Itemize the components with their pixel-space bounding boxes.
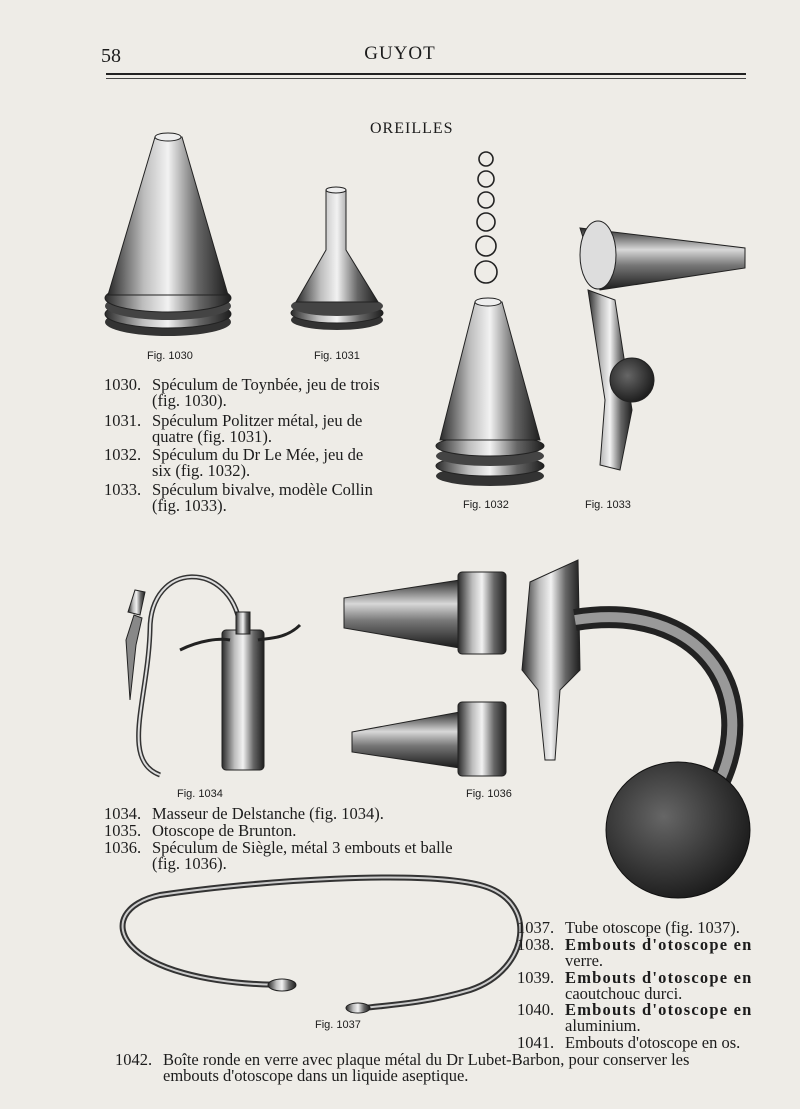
item-number: 1031. bbox=[104, 411, 142, 430]
item-text-cont: verre. bbox=[565, 951, 604, 970]
item-text-cont: (fig. 1033). bbox=[152, 496, 227, 515]
item-number: 1034. bbox=[104, 804, 142, 823]
item-text: Spéculum Politzer métal, jeu de bbox=[152, 411, 363, 430]
item-number: 1033. bbox=[104, 480, 142, 499]
item-text-cont: six (fig. 1032). bbox=[152, 461, 251, 480]
item-1038 bbox=[517, 937, 777, 969]
item-number: 1032. bbox=[104, 445, 142, 464]
page-number: 58 bbox=[101, 45, 121, 67]
caption-fig-1033: Fig. 1033 bbox=[585, 499, 631, 511]
item-text-cont: caoutchouc durci. bbox=[565, 984, 683, 1003]
item-1041 bbox=[517, 1035, 787, 1051]
item-text: Masseur de Delstanche (fig. 1034). bbox=[152, 804, 384, 823]
caption-fig-1034: Fig. 1034 bbox=[177, 788, 223, 800]
caption-fig-1030: Fig. 1030 bbox=[147, 350, 193, 362]
item-number: 1036. bbox=[104, 838, 142, 857]
item-number: 1039. bbox=[517, 968, 555, 987]
item-text: Boîte ronde en verre avec plaque métal du Dr Lubet-Barbon, pour conserver les bbox=[163, 1050, 690, 1069]
item-number: 1038. bbox=[517, 935, 555, 954]
item-number: 1037. bbox=[517, 918, 555, 937]
fig-1032-speculum-illustration bbox=[436, 152, 544, 486]
item-text: Spéculum bivalve, modèle Collin bbox=[152, 480, 373, 499]
item-number: 1040. bbox=[517, 1000, 555, 1019]
item-1034 bbox=[104, 806, 534, 822]
caption-fig-1037: Fig. 1037 bbox=[315, 1019, 361, 1031]
caption-fig-1031: Fig. 1031 bbox=[314, 350, 360, 362]
fig-1037-otoscope-tube-illustration bbox=[123, 878, 521, 1013]
item-1030 bbox=[104, 377, 434, 409]
item-number: 1035. bbox=[104, 821, 142, 840]
item-text: Embouts d'otoscope en os. bbox=[565, 1033, 741, 1052]
item-number: 1030. bbox=[104, 375, 142, 394]
item-1033 bbox=[104, 482, 434, 514]
item-text-cont: quatre (fig. 1031). bbox=[152, 427, 273, 446]
caption-fig-1032: Fig. 1032 bbox=[463, 499, 509, 511]
item-number: 1041. bbox=[517, 1033, 555, 1052]
running-title: GUYOT bbox=[364, 43, 436, 64]
item-1032 bbox=[104, 447, 434, 479]
item-1042 bbox=[115, 1052, 775, 1084]
item-text: Spéculum de Toynbée, jeu de trois bbox=[152, 375, 380, 394]
fig-1034-masseur-illustration bbox=[126, 577, 300, 775]
caption-fig-1036: Fig. 1036 bbox=[466, 788, 512, 800]
item-text-cont: (fig. 1030). bbox=[152, 391, 227, 410]
item-text: Spéculum du Dr Le Mée, jeu de bbox=[152, 445, 364, 464]
item-1039 bbox=[517, 970, 777, 1002]
fig-1031-speculum-illustration bbox=[291, 187, 383, 330]
item-text: Embouts d'otoscope en bbox=[565, 935, 753, 954]
item-text: Embouts d'otoscope en bbox=[565, 1000, 753, 1019]
item-text: Spéculum de Siègle, métal 3 embouts et balle bbox=[152, 838, 453, 857]
item-1040 bbox=[517, 1002, 777, 1034]
fig-1033-bivalve-speculum-illustration bbox=[580, 221, 745, 470]
item-text-cont: (fig. 1036). bbox=[152, 854, 227, 873]
section-title: OREILLES bbox=[370, 120, 454, 137]
item-text-cont: embouts d'otoscope dans un liquide aseptique. bbox=[163, 1066, 469, 1085]
item-1036 bbox=[104, 840, 534, 872]
item-text-cont: aluminium. bbox=[565, 1016, 641, 1035]
fig-1030-speculum-illustration bbox=[105, 133, 231, 336]
item-number: 1042. bbox=[115, 1050, 153, 1069]
item-text: Tube otoscope (fig. 1037). bbox=[565, 918, 740, 937]
item-1031 bbox=[104, 413, 434, 445]
item-1035 bbox=[104, 823, 534, 839]
item-text: Otoscope de Brunton. bbox=[152, 821, 297, 840]
item-text: Embouts d'otoscope en bbox=[565, 968, 753, 987]
item-1037 bbox=[517, 920, 777, 936]
